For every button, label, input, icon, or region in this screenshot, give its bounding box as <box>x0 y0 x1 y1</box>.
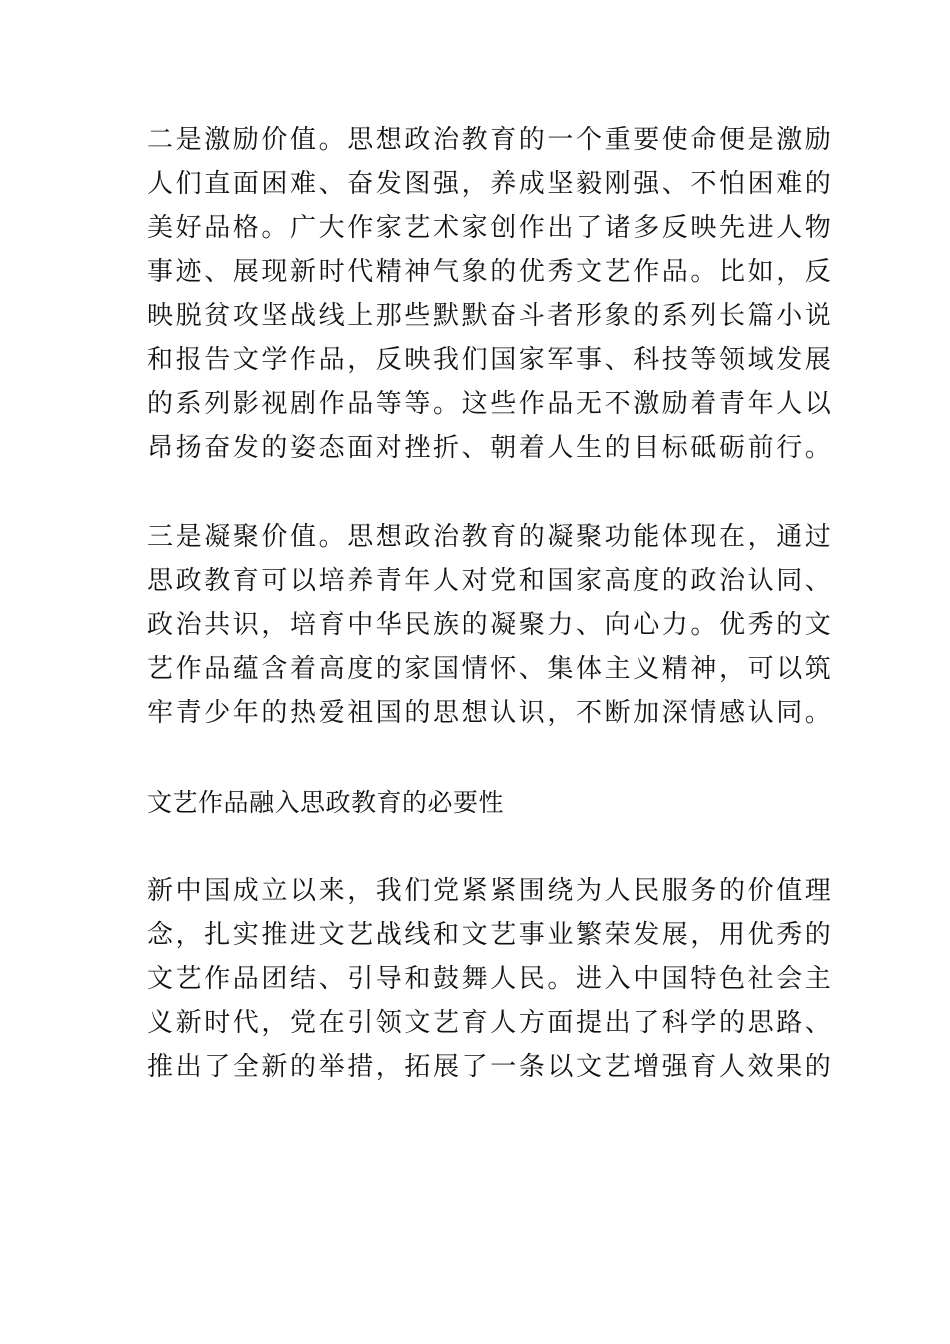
section-heading: 文艺作品融入思政教育的必要性 <box>147 788 505 817</box>
paragraph-line: 三是凝聚价值。思想政治教育的凝聚功能体现在，通过 <box>147 522 834 552</box>
paragraph-line: 牢青少年的热爱祖国的思想认识，不断加深情感认同。 <box>147 698 834 728</box>
paragraph-line: 思政教育可以培养青年人对党和国家高度的政治认同、 <box>147 566 834 596</box>
paragraph-line: 艺作品蕴含着高度的家国情怀、集体主义精神，可以筑 <box>147 654 834 684</box>
paragraph-line: 推出了全新的举措，拓展了一条以文艺增强育人效果的 <box>147 1052 834 1082</box>
paragraph-line: 人们直面困难、奋发图强，养成坚毅刚强、不怕困难的 <box>147 169 834 199</box>
paragraph-line: 映脱贫攻坚战线上那些默默奋斗者形象的系列长篇小说 <box>147 301 834 331</box>
paragraph-line: 事迹、展现新时代精神气象的优秀文艺作品。比如，反 <box>147 257 834 287</box>
paragraph-line: 念，扎实推进文艺战线和文艺事业繁荣发展，用优秀的 <box>147 920 834 950</box>
paragraph-line: 二是激励价值。思想政治教育的一个重要使命便是激励 <box>147 125 834 155</box>
paragraph-line: 的系列影视剧作品等等。这些作品无不激励着青年人以 <box>147 389 834 419</box>
paragraph-line: 美好品格。广大作家艺术家创作出了诸多反映先进人物 <box>147 213 834 243</box>
paragraph-cohesion-value <box>147 515 834 735</box>
paragraph-line: 义新时代，党在引领文艺育人方面提出了科学的思路、 <box>147 1008 834 1038</box>
paragraph-line: 政治共识，培育中华民族的凝聚力、向心力。优秀的文 <box>147 610 834 640</box>
paragraph-line: 昂扬奋发的姿态面对挫折、朝着人生的目标砥砺前行。 <box>147 433 834 463</box>
paragraph-line: 新中国成立以来，我们党紧紧围绕为人民服务的价值理 <box>147 876 834 906</box>
paragraph-since-founding <box>147 869 834 1089</box>
paragraph-incentive-value <box>147 118 834 470</box>
paragraph-line: 和报告文学作品，反映我们国家军事、科技等领域发展 <box>147 345 834 375</box>
paragraph-line: 文艺作品团结、引导和鼓舞人民。进入中国特色社会主 <box>147 964 834 994</box>
